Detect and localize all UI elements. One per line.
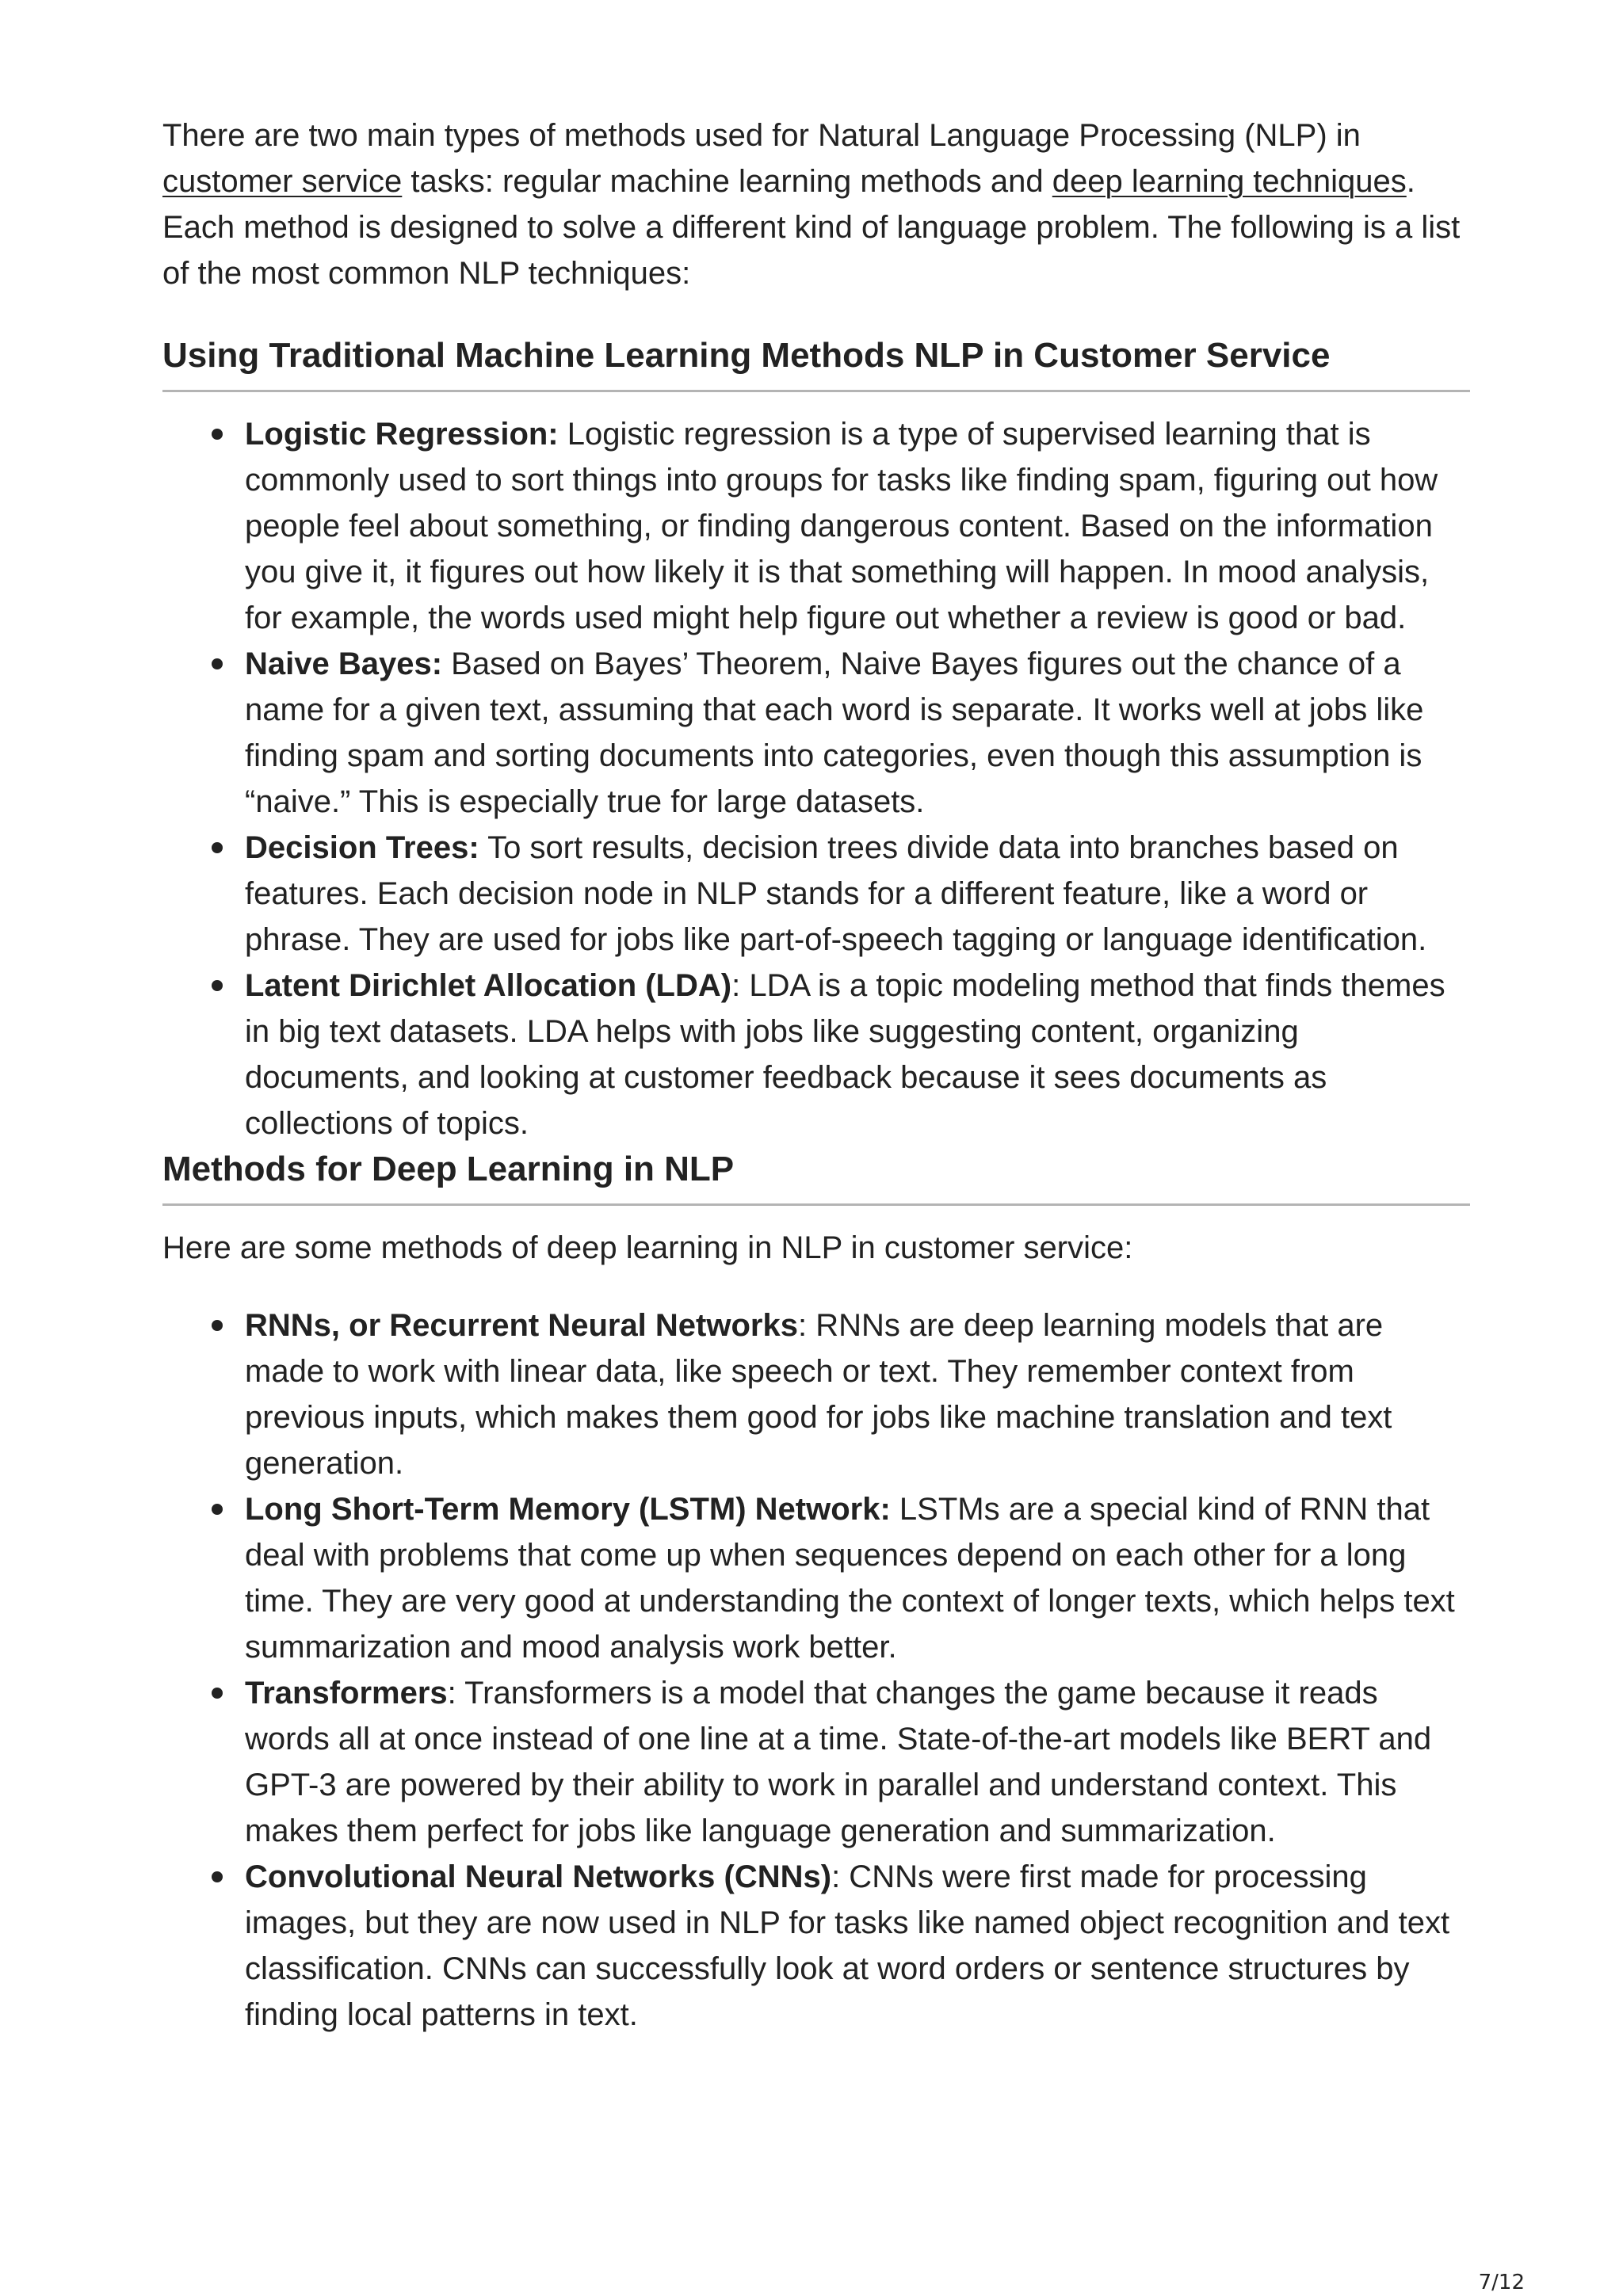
method-description: To sort results, decision trees divide data into branches based on features. Each decision node in NLP stands for a different feature, like a word or phrase. They are used for jobs like part-of-speech tagging or language identification. — [245, 830, 1427, 957]
list-item — [245, 1486, 1470, 1670]
deep-learning-intro: Here are some methods of deep learning in NLP in customer service: — [162, 1230, 1133, 1265]
bullet-icon — [212, 842, 223, 853]
method-description: LSTMs are a special kind of RNN that deal with problems that come up when sequences depend on each other for a long time. They are very good at understanding the context of longer texts, which helps text summarization and mood analysis work better. — [245, 1492, 1455, 1665]
deep-learning-techniques-link[interactable]: deep learning techniques — [1052, 164, 1407, 199]
method-description: Logistic regression is a type of supervised learning that is commonly used to sort things into groups for tasks like finding spam, figuring out how people feel about something, or finding dangerous content. Based on the information you give it, it figures out how likely it is that something will happen. In mood analysis, for example, the words used might help figure out whether a review is good or bad. — [245, 417, 1438, 635]
method-term: Decision Trees: — [245, 830, 479, 865]
bullet-icon — [212, 658, 223, 669]
method-term: Convolutional Neural Networks (CNNs) — [245, 1859, 832, 1894]
method-description: : Transformers is a model that changes the game because it reads words all at once instead of one line at a time. State-of-the-art models like BERT and GPT-3 are powered by their ability to work in parallel and understand context. This makes them perfect for jobs like language generation and summarization. — [245, 1676, 1432, 1848]
method-description: : RNNs are deep learning models that are made to work with linear data, like speech or text. They remember context from previous inputs, which makes them good for jobs like machine translation and text generation. — [245, 1308, 1392, 1481]
list-item — [245, 825, 1470, 963]
method-description: Based on Bayes’ Theorem, Naive Bayes figures out the chance of a name for a given text, assuming that each word is separate. It works well at jobs like finding spam and sorting documents into categories, even though this assumption is “naive.” This is especially true for large datasets. — [245, 646, 1424, 819]
method-description: : CNNs were first made for processing images, but they are now used in NLP for tasks like named object recognition and text classification. CNNs can successfully look at word orders or sentence structures by finding local patterns in text. — [245, 1859, 1450, 2032]
method-term: Logistic Regression: — [245, 417, 559, 452]
list-item — [245, 1854, 1470, 2038]
deep-learning-heading: Methods for Deep Learning in NLP — [162, 1146, 1470, 1206]
method-term: Naive Bayes: — [245, 646, 443, 681]
bullet-icon — [212, 1688, 223, 1699]
document-page — [162, 113, 1470, 2038]
method-term: Transformers — [245, 1676, 448, 1711]
customer-service-link[interactable]: customer service — [162, 164, 403, 199]
intro-paragraph — [162, 113, 1470, 296]
bullet-icon — [212, 1871, 223, 1882]
method-term: Latent Dirichlet Allocation (LDA) — [245, 968, 732, 1003]
intro-text-1: There are two main types of methods used for Natural Language Processing (NLP) in — [162, 118, 1361, 153]
method-term: Long Short-Term Memory (LSTM) Network: — [245, 1492, 891, 1527]
bullet-icon — [212, 1320, 223, 1331]
list-item — [245, 1670, 1470, 1854]
list-item — [245, 1302, 1470, 1486]
method-term: RNNs, or Recurrent Neural Networks — [245, 1308, 798, 1343]
list-item — [245, 411, 1470, 641]
bullet-icon — [212, 1504, 223, 1515]
traditional-methods-heading: Using Traditional Machine Learning Methods NLP in Customer Service — [162, 333, 1470, 392]
intro-text-2: tasks: regular machine learning methods and — [402, 164, 1052, 199]
traditional-methods-list — [162, 411, 1470, 1146]
deep-learning-methods-list — [162, 1302, 1470, 2038]
bullet-icon — [212, 429, 223, 440]
page-number: 7/12 — [1478, 2271, 1525, 2294]
list-item — [245, 641, 1470, 825]
list-item — [245, 963, 1470, 1146]
bullet-icon — [212, 980, 223, 991]
method-description: : LDA is a topic modeling method that finds themes in big text datasets. LDA helps with jobs like suggesting content, organizing documents, and looking at customer feedback because it sees documents as collections of topics. — [245, 968, 1445, 1141]
intro-text-3: . Each method is designed to solve a different kind of language problem. The following is a list of the most common NLP techniques: — [162, 164, 1461, 291]
